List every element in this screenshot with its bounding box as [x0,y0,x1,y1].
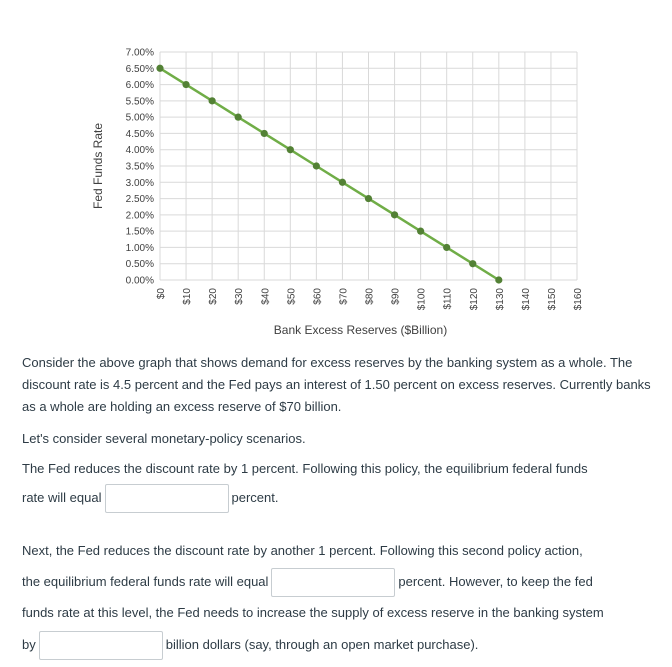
answer-1-input[interactable] [105,484,229,513]
data-point [287,146,294,153]
y-tick-label: 1.50% [125,226,154,238]
data-point [235,114,242,121]
x-tick-label: $120 [468,288,480,311]
scenarios-paragraph: Let's consider several monetary-policy scenarios. [22,431,306,446]
q1-text-a: rate will equal [22,489,102,505]
q1-line-2 [22,484,278,513]
x-tick-label: $70 [338,288,350,305]
y-axis-title: Fed Funds Rate [91,122,105,210]
y-tick-label: 5.50% [125,96,154,108]
x-tick-label: $100 [416,288,428,311]
x-tick-label: $140 [520,288,532,311]
q2-text-b: percent. However, to keep the fed [398,574,593,589]
x-tick-label: $110 [442,288,454,310]
q2-line-3: funds rate at this level, the Fed needs to increase the supply of excess reserve in the banking system [22,605,604,620]
y-tick-label: 0.50% [125,259,154,271]
answer-3-input[interactable] [39,631,163,660]
data-point [182,81,189,88]
q2-text-c: by [22,637,36,652]
x-tick-label: $10 [182,288,194,305]
q1-line-1: The Fed reduces the discount rate by 1 percent. Following this policy, the equilibrium federal funds [22,461,588,476]
x-tick-label: $160 [573,288,584,311]
q2-text-a: the equilibrium federal funds rate will equal [22,574,269,589]
data-point [469,260,476,267]
data-point [313,162,320,169]
q2-line-4 [22,629,478,660]
intro-paragraph: Consider the above graph that shows demand for excess reserves by the banking system as a whole. The discount rate is 4.5 percent and the Fed pays an interest of 1.50 percent on excess reserves. Currently banks as a whole are holding an excess reserve of $70 billion. [22,355,651,414]
data-point [365,195,372,202]
y-tick-label: 1.00% [125,242,154,254]
data-point [339,179,346,186]
y-tick-label: 5.00% [125,112,154,124]
q2-line-2 [22,566,593,597]
y-tick-label: 4.00% [125,145,154,157]
x-tick-label: $60 [312,288,324,305]
data-point [261,130,268,137]
x-tick-label: $20 [208,288,220,305]
data-point [417,228,424,235]
y-tick-label: 7.00% [125,47,154,59]
x-tick-label: $50 [286,288,298,305]
data-point [443,244,450,251]
x-tick-label: $0 [156,288,167,300]
data-point [391,211,398,218]
x-tick-label: $150 [546,288,558,311]
data-point [156,65,163,72]
q1-text-b: percent. [231,489,279,505]
y-tick-label: 3.00% [125,177,154,189]
data-point [495,276,502,283]
q2-text-d: billion dollars (say, through an open market purchase). [165,637,479,652]
y-tick-label: 2.50% [125,194,154,206]
x-tick-label: $90 [390,288,402,305]
x-axis-title: Bank Excess Reserves ($Billion) [273,323,448,337]
y-tick-label: 3.50% [125,161,154,173]
x-tick-label: $30 [234,288,246,305]
x-tick-label: $80 [364,288,376,305]
y-tick-label: 6.50% [125,63,154,75]
answer-2-input[interactable] [271,568,395,597]
y-tick-label: 2.00% [125,210,154,222]
y-tick-label: 6.00% [125,80,154,92]
x-tick-label: $40 [260,288,272,305]
y-tick-label: 4.50% [125,128,154,140]
data-point [209,97,216,104]
q2-line-1: Next, the Fed reduces the discount rate by another 1 percent. Following this second policy action, [22,543,583,558]
x-tick-label: $130 [494,288,506,311]
y-tick-label: 0.00% [125,275,154,287]
